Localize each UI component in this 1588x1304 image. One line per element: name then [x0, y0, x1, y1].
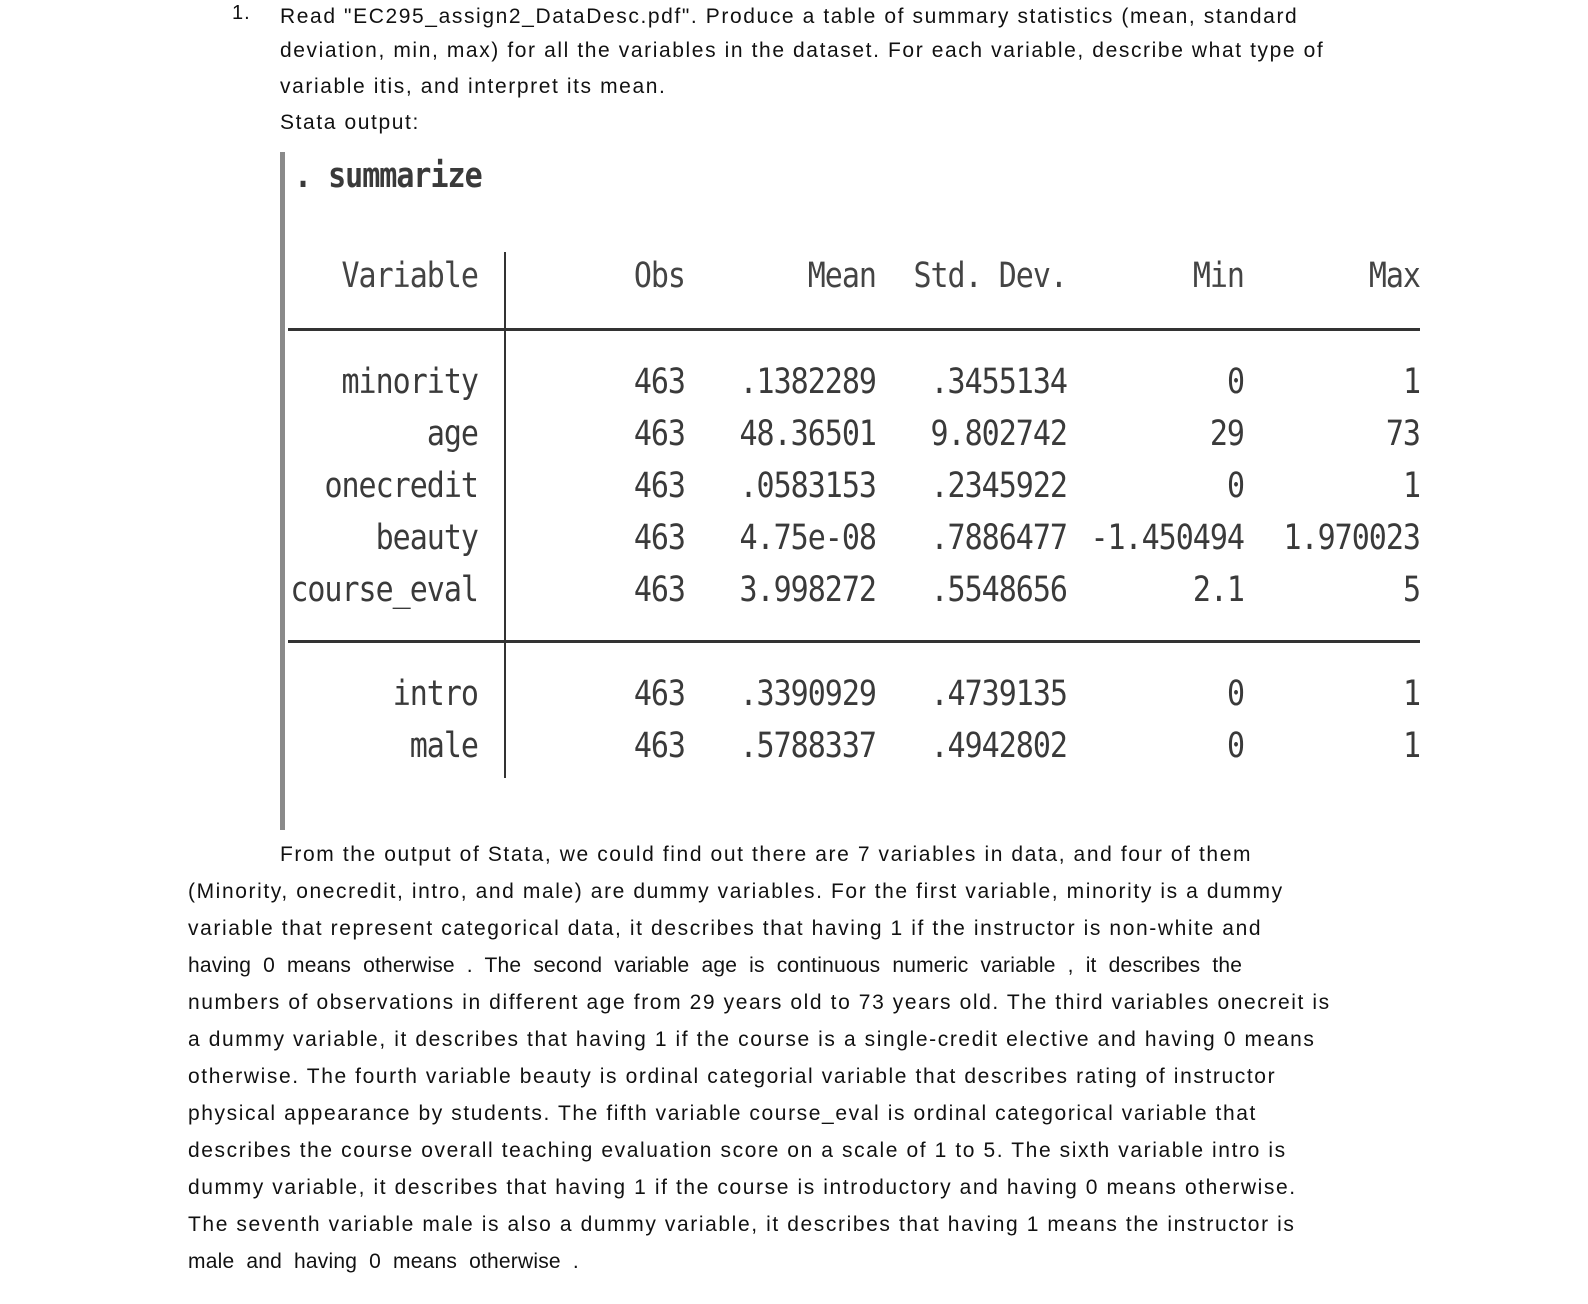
cell-max: 73 — [1385, 414, 1420, 455]
stata-output-label: Stata output: — [280, 111, 420, 134]
cell-max: 1 — [1402, 674, 1420, 715]
cell-obs: 463 — [633, 518, 685, 559]
cell-obs: 463 — [633, 414, 685, 455]
answer-line: (Minority, onecredit, intro, and male) are dummy variables. For the first variable, minority is a dummy — [188, 880, 1284, 903]
cell-min: 0 — [1226, 674, 1244, 715]
cell-max: 1 — [1402, 466, 1420, 507]
cell-std-dev: .3455134 — [930, 362, 1067, 403]
question-text — [280, 0, 1430, 140]
cell-max: 1.970023 — [1283, 518, 1420, 559]
stata-output — [280, 150, 1450, 830]
cell-mean: 4.75e-08 — [739, 518, 876, 559]
cell-min: 0 — [1226, 466, 1244, 507]
cell-std-dev: .7886477 — [930, 518, 1067, 559]
cell-mean: 3.998272 — [739, 570, 876, 611]
row-variable-name: male — [409, 726, 478, 767]
cell-max: 5 — [1402, 570, 1420, 611]
cell-max: 1 — [1402, 362, 1420, 403]
answer-line: having 0 means otherwise . The second variable age is continuous numeric variable , it describes the — [188, 954, 1243, 977]
cell-obs: 463 — [633, 570, 685, 611]
cell-min: -1.450494 — [1090, 518, 1244, 559]
column-header-obs: Obs — [633, 256, 685, 297]
row-variable-name: minority — [341, 362, 478, 403]
stata-command: . summarize — [294, 156, 482, 197]
table-header-rule — [288, 328, 1420, 331]
row-variable-name: course_eval — [290, 570, 478, 611]
column-header-min: Min — [1192, 256, 1244, 297]
answer-paragraph — [188, 836, 1408, 1280]
cell-std-dev: .4942802 — [930, 726, 1067, 767]
question-line: deviation, min, max) for all the variables in the dataset. For each variable, describe what type of — [280, 39, 1325, 62]
cell-min: 2.1 — [1192, 570, 1244, 611]
cell-mean: .1382289 — [739, 362, 876, 403]
cell-min: 0 — [1226, 726, 1244, 767]
cell-std-dev: .4739135 — [930, 674, 1067, 715]
column-header-mean: Mean — [807, 256, 876, 297]
cell-min: 29 — [1209, 414, 1244, 455]
answer-line: otherwise. The fourth variable beauty is ordinal categorial variable that describes rating of instructor — [188, 1065, 1277, 1088]
cell-std-dev: .2345922 — [930, 466, 1067, 507]
answer-line: describes the course overall teaching evaluation score on a scale of 1 to 5. The sixth variable intro is — [188, 1139, 1287, 1162]
cell-std-dev: 9.802742 — [930, 414, 1067, 455]
column-header-max: Max — [1368, 256, 1420, 297]
cell-min: 0 — [1226, 362, 1244, 403]
question-line: Read "EC295_assign2_DataDesc.pdf". Produce a table of summary statistics (mean, standard — [280, 5, 1299, 28]
answer-line: From the output of Stata, we could find out there are 7 variables in data, and four of them — [280, 843, 1253, 866]
cell-std-dev: .5548656 — [930, 570, 1067, 611]
table-group-rule — [288, 640, 1420, 643]
row-variable-name: beauty — [375, 518, 478, 559]
cell-max: 1 — [1402, 726, 1420, 767]
row-variable-name: intro — [392, 674, 478, 715]
answer-line: a dummy variable, it describes that having 1 if the course is a single-credit elective and having 0 means — [188, 1028, 1316, 1051]
answer-line: dummy variable, it describes that having 1 if the course is introductory and having 0 means otherwise. — [188, 1176, 1297, 1199]
answer-line: numbers of observations in different age from 29 years old to 73 years old. The third variables onecreit is — [188, 991, 1331, 1014]
cell-mean: 48.36501 — [739, 414, 876, 455]
column-header-variable: Variable — [341, 256, 478, 297]
answer-line: physical appearance by students. The fifth variable course_eval is ordinal categorical variable that — [188, 1102, 1257, 1125]
answer-line: male and having 0 means otherwise . — [188, 1250, 579, 1273]
stata-left-bar — [280, 152, 285, 830]
cell-obs: 463 — [633, 466, 685, 507]
row-variable-name: age — [426, 414, 478, 455]
cell-mean: .5788337 — [739, 726, 876, 767]
question-line: variable itis, and interpret its mean. — [280, 75, 667, 98]
answer-line: variable that represent categorical data, it describes that having 1 if the instructor is non-white and — [188, 917, 1263, 940]
column-header-std-dev: Std. Dev. — [913, 256, 1067, 297]
cell-mean: .0583153 — [739, 466, 876, 507]
row-variable-name: onecredit — [324, 466, 478, 507]
cell-obs: 463 — [633, 362, 685, 403]
answer-line: The seventh variable male is also a dummy variable, it describes that having 1 means the instructor is — [188, 1213, 1296, 1236]
cell-obs: 463 — [633, 674, 685, 715]
cell-mean: .3390929 — [739, 674, 876, 715]
cell-obs: 463 — [633, 726, 685, 767]
question-number: 1. — [232, 2, 251, 24]
